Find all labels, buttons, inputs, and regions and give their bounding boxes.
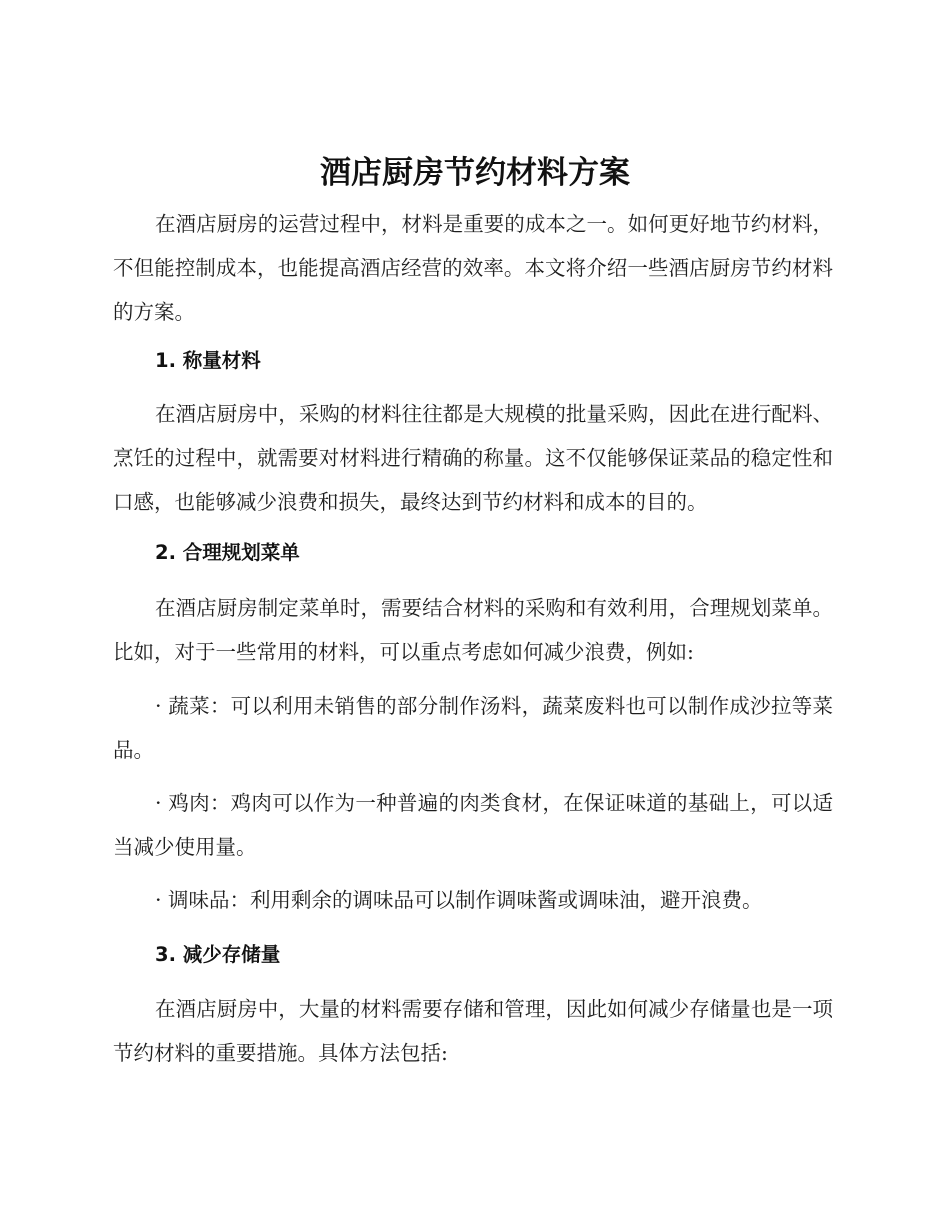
section-heading-2: 2. 合理规划菜单 — [155, 541, 300, 564]
section-heading-1: 1. 称量材料 — [155, 349, 261, 372]
section-paragraph-3: 在酒店厨房中，大量的材料需要存储和管理，因此如何减少存储量也是一项节约材料的重要措施。具体方法包括: — [113, 997, 833, 1065]
section-paragraph-1: 在酒店厨房中，采购的材料往往都是大规模的批量采购，因此在进行配料、烹饪的过程中，就需要对材料进行精确的称量。这不仅能够保证菜品的稳定性和口感，也能够减少浪费和损失，最终达到节约材料和成本的目的。 — [113, 402, 833, 514]
intro-paragraph: 在酒店厨房的运营过程中，材料是重要的成本之一。如何更好地节约材料，不但能控制成本，也能提高酒店经营的效率。本文将介绍一些酒店厨房节约材料的方案。 — [113, 212, 833, 324]
bullet-item-seasoning: · 调味品：利用剩余的调味品可以制作调味酱或调味油，避开浪费。 — [155, 888, 763, 912]
bullet-item-vegetables: · 蔬菜：可以利用未销售的部分制作汤料，蔬菜废料也可以制作成沙拉等菜品。 — [113, 694, 833, 762]
section-paragraph-2: 在酒店厨房制定菜单时，需要结合材料的采购和有效利用，合理规划菜单。比如，对于一些常用的材料，可以重点考虑如何减少浪费，例如: — [113, 596, 833, 664]
document-title: 酒店厨房节约材料方案 — [320, 155, 630, 191]
section-heading-3: 3. 减少存储量 — [155, 943, 281, 966]
bullet-item-chicken: · 鸡肉：鸡肉可以作为一种普遍的肉类食材，在保证味道的基础上，可以适当减少使用量。 — [113, 791, 833, 859]
